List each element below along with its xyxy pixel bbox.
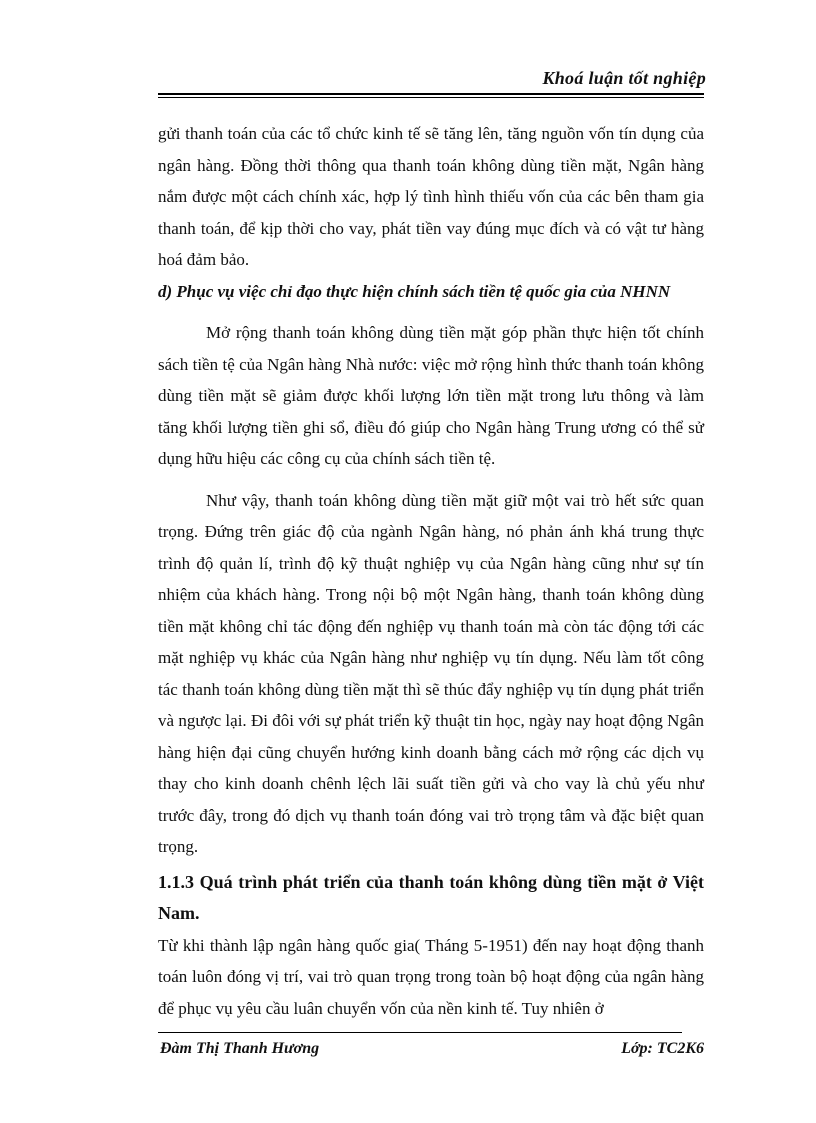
header-divider xyxy=(158,93,704,98)
footer-author: Đàm Thị Thanh Hương xyxy=(160,1040,320,1057)
paragraph-1: gửi thanh toán của các tổ chức kinh tế sẽ tăng lên, tăng nguồn vốn tín dụng của ngân hàng. Đồng thời thông qua thanh toán không dùng tiền mặt, Ngân hàng nắm được một cách chính xác, hợp lý tình hình thiếu vốn của các bên tham gia thanh toán, để kịp thời cho vay, phát tiền vay đúng mục đích và có vật tư hàng hoá đảm bảo. xyxy=(158,124,704,269)
paragraph-3: Như vậy, thanh toán không dùng tiền mặt giữ một vai trò hết sức quan trọng. Đứng trên giác độ của ngành Ngân hàng, nó phản ánh khá trung thực trình độ quản lí, trình độ kỹ thuật nghiệp vụ của Ngân hàng cũng như sự tín nhiệm của khách hàng. Trong nội bộ một Ngân hàng, thanh toán không dùng tiền mặt không chỉ tác động đến nghiệp vụ thanh toán mà còn tác động tới các mặt nghiệp vụ khác của Ngân hàng như nghiệp vụ tín dụng. Nếu làm tốt công tác thanh toán không dùng tiền mặt thì sẽ thúc đẩy nghiệp vụ tín dụng phát triển và ngược lại. Đi đôi với sự phát triển kỹ thuật tin học, ngày nay hoạt động Ngân hàng hiện đại cũng chuyển hướng kinh doanh bằng cách mở rộng các dịch vụ thay cho kinh doanh chênh lệch lãi suất tiền gửi và cho vay là chủ yếu như trước đây, trong đó dịch vụ thanh toán đóng vai trò trọng tâm và đặc biệt quan trọng. xyxy=(158,490,704,856)
page-body xyxy=(158,118,704,1024)
paragraph-4: Từ khi thành lập ngân hàng quốc gia( Tháng 5-1951) đến nay hoạt động thanh toán luôn đóng vị trí, vai trò quan trọng trong toàn bộ hoạt động của ngân hàng để phục vụ yêu cầu luân chuyển vốn của nền kinh tế. Tuy nhiên ở xyxy=(158,935,704,1018)
footer-divider xyxy=(158,1032,682,1033)
paragraph-2: Mở rộng thanh toán không dùng tiền mặt góp phần thực hiện tốt chính sách tiền tệ của Ngân hàng Nhà nước: việc mở rộng hình thức thanh toán không dùng tiền mặt sẽ giảm được khối lượng lớn tiền mặt trong lưu thông và làm tăng khối lượng tiền ghi sổ, điều đó giúp cho Ngân hàng Trung ương có thể sử dụng hữu hiệu các công cụ của chính sách tiền tệ. xyxy=(158,323,704,468)
header-title: Khoá luận tốt nghiệp xyxy=(542,68,706,88)
footer-class: Lớp: TC2K6 xyxy=(621,1040,704,1057)
subheading-d: d) Phục vụ việc chỉ đạo thực hiện chính sách tiền tệ quốc gia của NHNN xyxy=(158,281,671,301)
section-heading-1-1-3: 1.1.3 Quá trình phát triển của thanh toán không dùng tiền mặt ở Việt Nam. xyxy=(158,871,704,923)
